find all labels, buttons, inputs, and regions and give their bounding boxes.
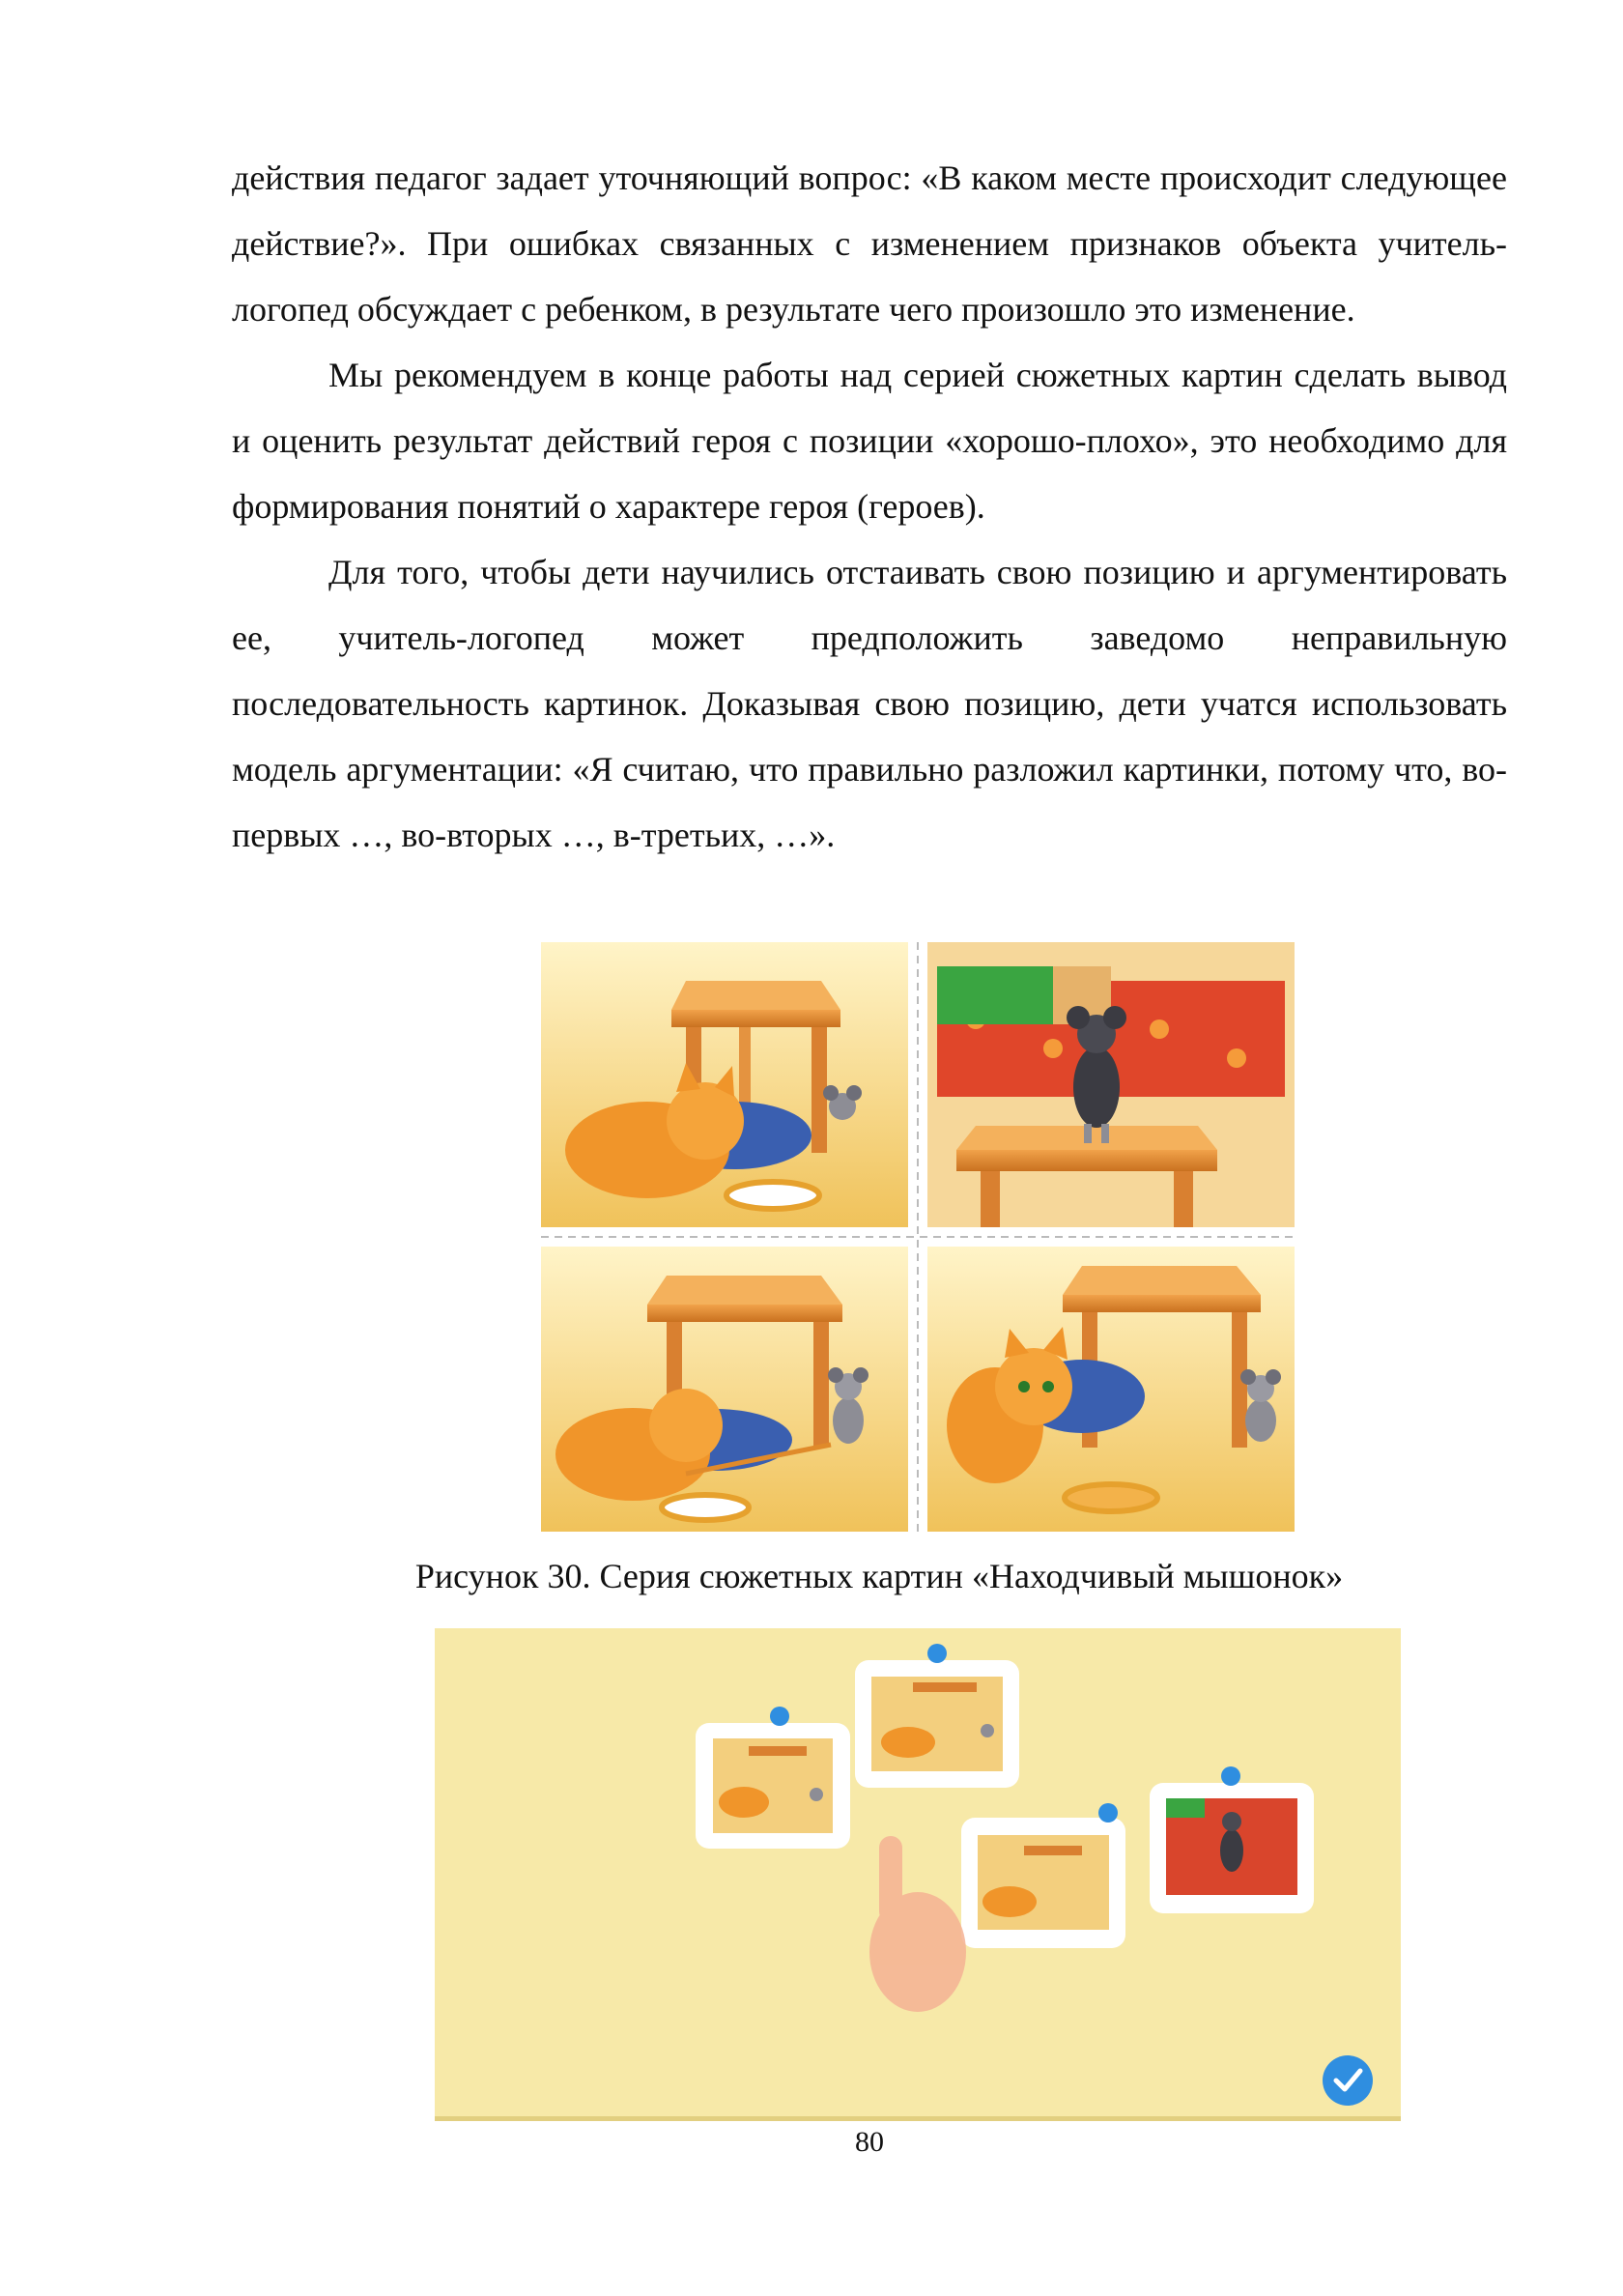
check-button[interactable] <box>1323 2055 1373 2106</box>
story-pictures-grid <box>541 942 1295 1532</box>
picture-card[interactable] <box>855 1644 1019 1788</box>
paragraph-2: Мы рекомендуем в конце работы над серией сюжетных картин сделать вывод и оценить результат действий героя с позиции «хорошо-плохо», это необходимо для формирования понятий о характере героя (героев). <box>232 356 1507 526</box>
card-pin-icon <box>1221 1766 1240 1786</box>
panel-cat-sleeping-mouse-peeking <box>541 942 908 1227</box>
panel-cat-awake-mouse-running <box>927 1247 1295 1532</box>
card-pin-icon <box>770 1707 789 1726</box>
panel-mouse-on-stool-at-cupboard <box>927 942 1295 1227</box>
card-pin-icon <box>927 1644 947 1663</box>
page-number: 80 <box>855 2126 884 2158</box>
plate-icon <box>1065 1484 1157 1511</box>
picture-card[interactable] <box>961 1803 1125 1948</box>
paragraph-1: действия педагог задает уточняющий вопрос: «В каком месте происходит следующее действие?». При ошибках связанных с изменением признаков объекта учитель-логопед обсуждает с ребенком, в результате чего произошло это изменение. <box>232 158 1507 329</box>
paragraph-3: Для того, чтобы дети научились отстаивать свою позицию и аргументировать ее, учитель-логопед может предположить заведомо неправильную последовательность картинок. Доказывая свою позицию, дети учатся использовать модель аргументации: «Я считаю, что правильно разложил картинки, потому что, во-первых …, во-вторых …, в-третьих, …». <box>232 553 1507 854</box>
plate-icon <box>662 1495 749 1520</box>
matchbox-icon <box>937 966 1053 1024</box>
card-pin-icon <box>1098 1803 1118 1822</box>
plate-icon <box>726 1182 819 1209</box>
body-text <box>232 145 1507 868</box>
figure-caption: Рисунок 30. Серия сюжетных картин «Находчивый мышонок» <box>414 1557 1344 1595</box>
panel-cat-sleeping-mouse-pulling-tail <box>541 1247 908 1532</box>
picture-card[interactable] <box>696 1707 850 1849</box>
app-screen-sequence-game <box>435 1628 1401 2121</box>
